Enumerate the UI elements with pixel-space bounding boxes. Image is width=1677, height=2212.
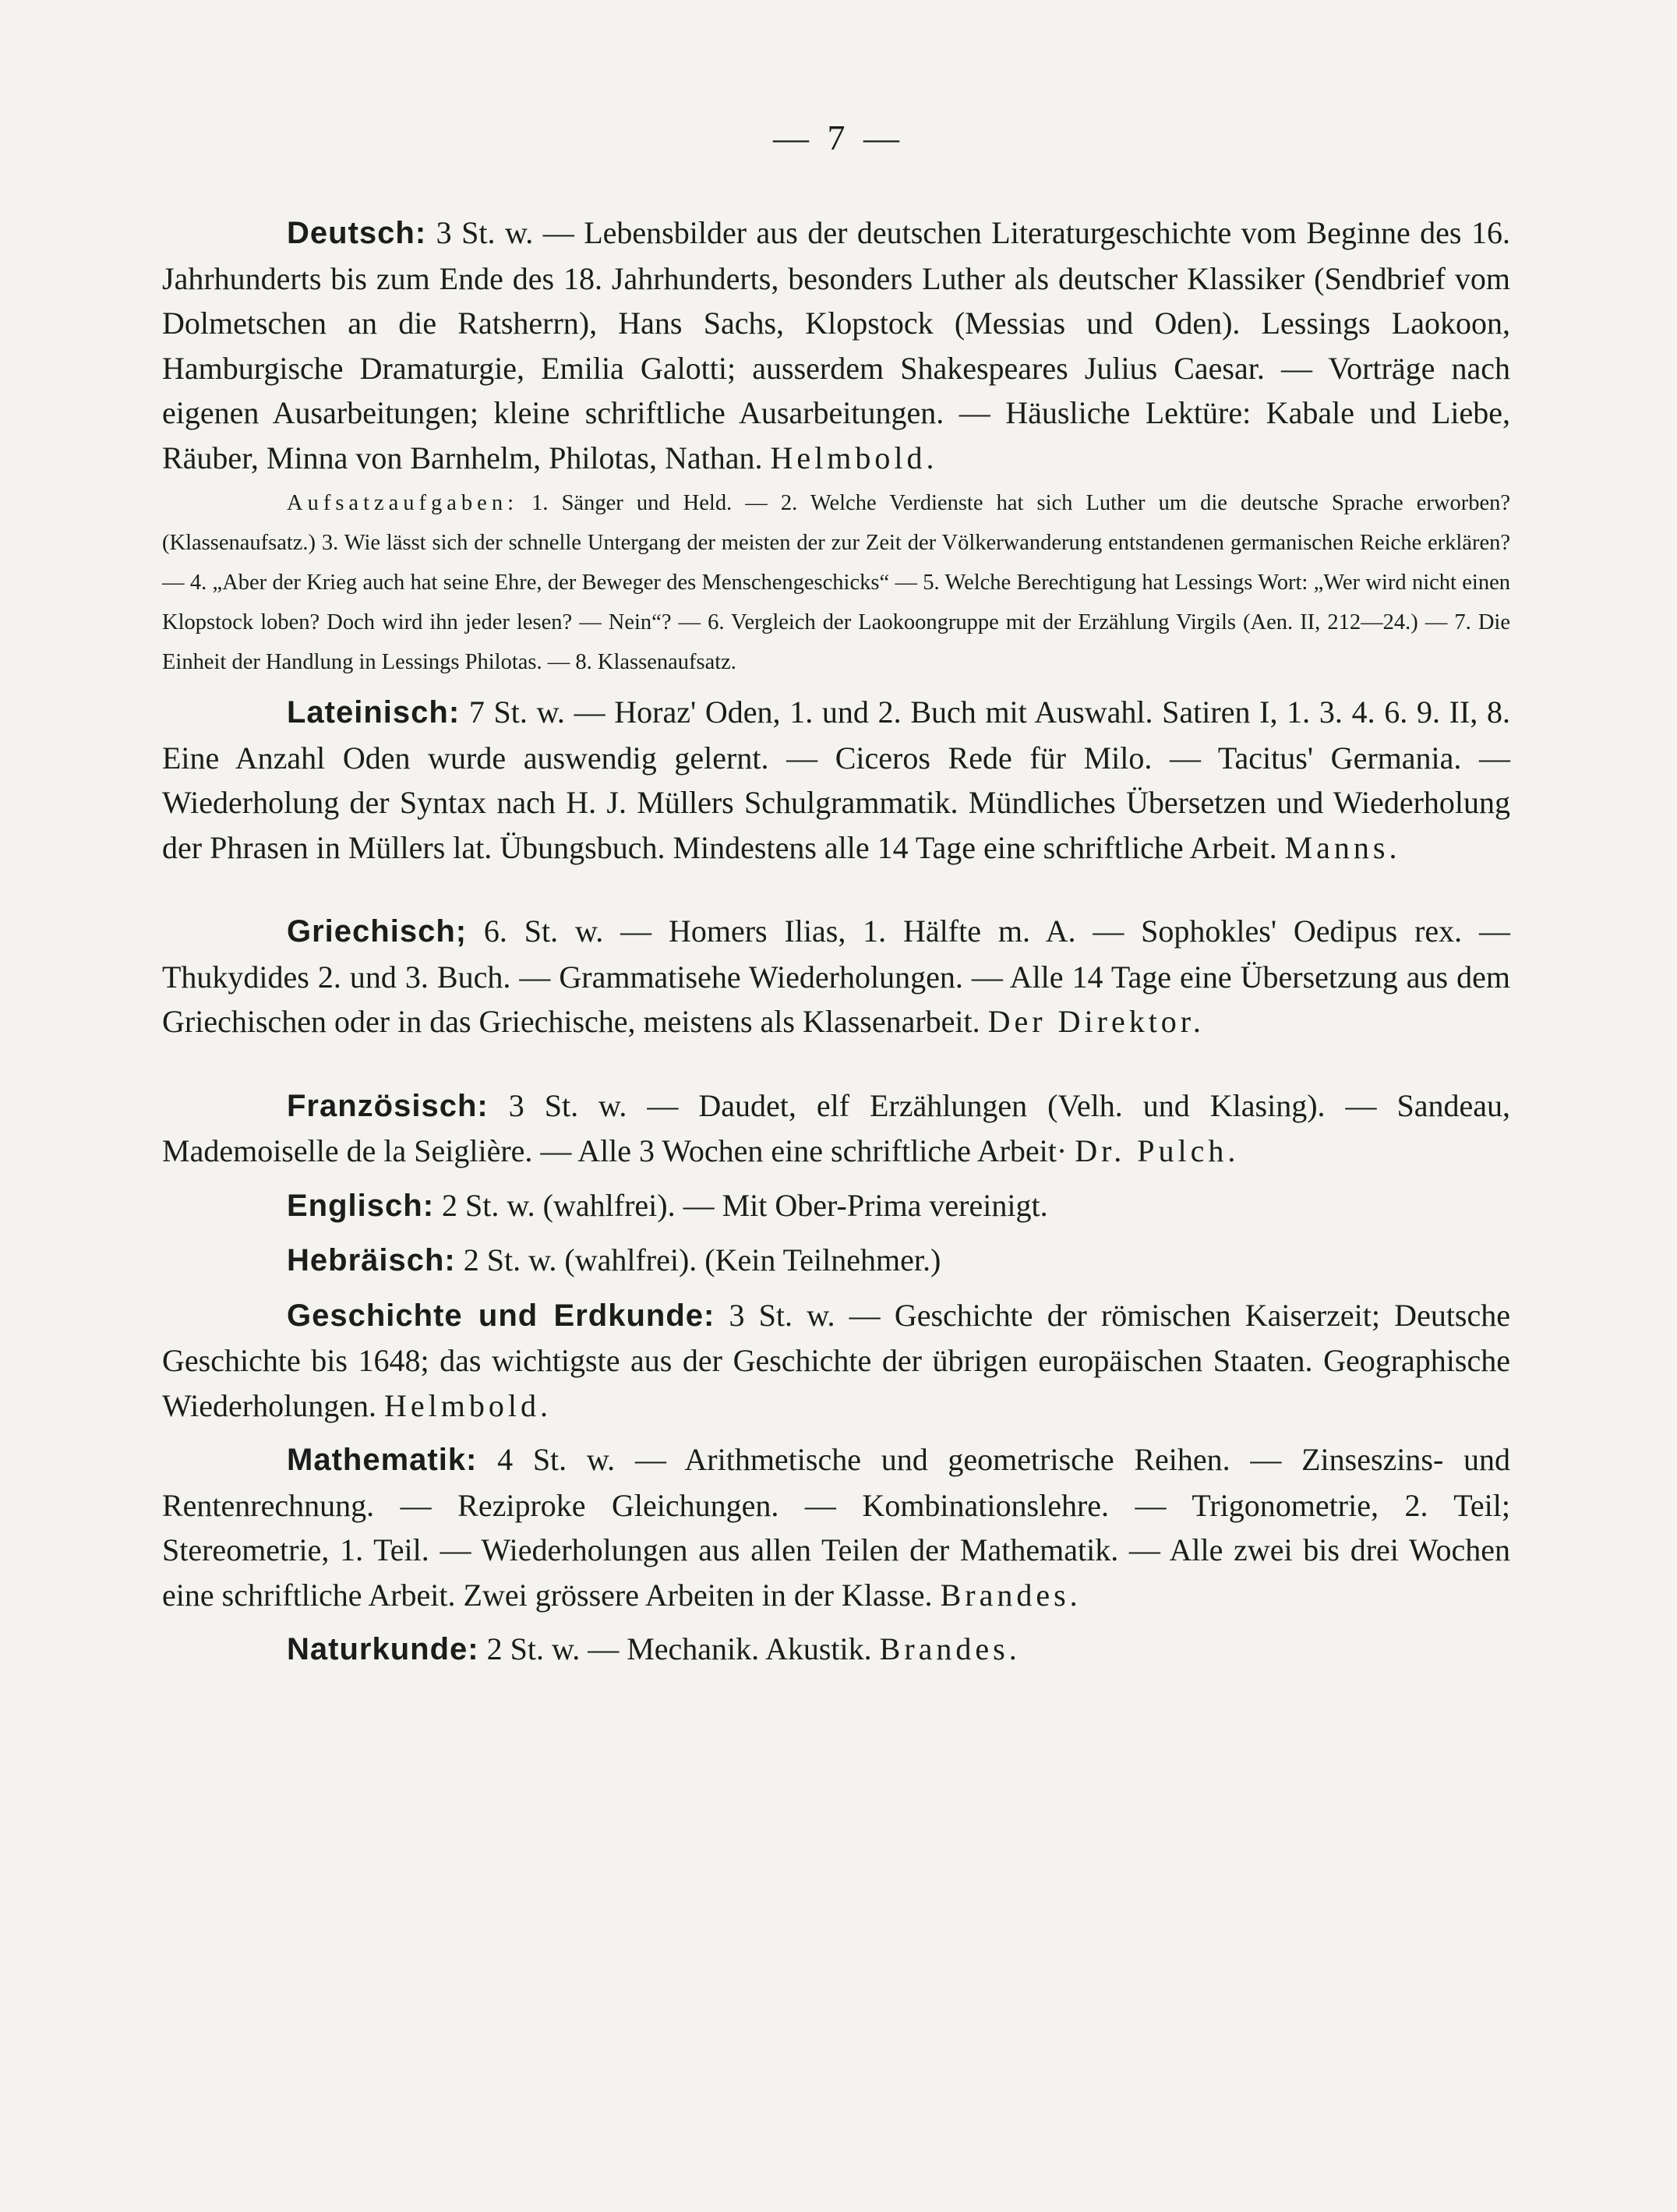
section-mathematik	[162, 1437, 1510, 1617]
teacher-name: Helmbold.	[770, 440, 938, 475]
teacher-name: Brandes.	[879, 1631, 1021, 1666]
essay-topics	[162, 483, 1510, 682]
section-griechisch	[162, 909, 1510, 1044]
section-text: 2 St. w. (wahlfrei). — Mit Ober-Prima vereinigt.	[434, 1187, 1048, 1223]
section-geschichte-erdkunde	[162, 1293, 1510, 1429]
section-text: 3 St. w. — Geschichte der römischen Kaiserzeit; Deutsche Geschichte bis 1648; das wichtigste aus der Geschichte der übrigen europäischen Staaten. Geographische Wiederholungen.	[162, 1297, 1511, 1423]
teacher-name: Helmbold.	[383, 1387, 552, 1423]
section-text: 7 St. w. — Horaz' Oden, 1. und 2. Buch mit Auswahl. Satiren I, 1. 3. 4. 6. 9. II, 8. Eine Anzahl Oden wurde auswendig gelernt. — Ciceros Rede für Milo. — Tacitus' Germania. — Wiederholung der Syntax nach H. J. Müllers Schulgrammatik. Mündliches Übersetzen und Wiederholung der Phrasen in Müllers lat. Übungsbuch. Mindestens alle 14 Tage eine schriftliche Arbeit.	[162, 694, 1510, 865]
subject-heading: Naturkunde:	[287, 1632, 479, 1666]
subject-heading: Geschichte und Erdkunde:	[287, 1298, 715, 1333]
section-text: 3 St. w. — Lebensbilder aus der deutschen Literaturgeschichte vom Beginne des 16. Jahrhunderts bis zum Ende des 18. Jahrhunderts, besonders Luther als deutscher Klassiker (Sendbrief vom Dolmetschen an die Ratsherrn), Hans Sachs, Klopstock (Messias und Oden). Lessings Laokoon, Hamburgische Dramaturgie, Emilia Galotti; ausserdem Shakespeares Julius Caesar. — Vorträge nach eigenen Ausarbeitungen; kleine schriftliche Ausarbeitungen. — Häusliche Lektüre: Kabale und Liebe, Räuber, Minna von Barnhelm, Philotas, Nathan.	[162, 215, 1510, 475]
section-text: 2 St. w. (wahlfrei). (Kein Teilnehmer.)	[455, 1242, 941, 1277]
subject-heading: Mathematik:	[287, 1443, 478, 1477]
subject-heading: Lateinisch:	[287, 695, 461, 730]
subject-heading: Deutsch:	[287, 216, 427, 250]
subject-heading: Englisch:	[287, 1188, 435, 1223]
section-franzoesisch	[162, 1083, 1510, 1174]
section-text: 4 St. w. — Arithmetische und geometrische Reihen. — Zinseszins- und Rentenrechnung. — Reziproke Gleichungen. — Kombinationslehre. — Trigonometrie, 2. Teil; Stereometrie, 1. Teil. — Wiederholungen aus allen Teilen der Mathematik. — Alle zwei bis drei Wochen eine schriftliche Arbeit. Zwei grössere Arbeiten in der Klasse.	[162, 1442, 1510, 1613]
essay-topics-label: Aufsatzaufgaben:	[287, 491, 518, 515]
teacher-name: Dr. Pulch.	[1075, 1133, 1240, 1168]
essay-topics-text: 1. Sänger und Held. — 2. Welche Verdienste hat sich Luther um die deutsche Sprache erworben? (Klassenaufsatz.) 3. Wie lässt sich der schnelle Untergang der meisten der zur Zeit der Völkerwanderung entstandenen germanischen Reiche erklären? — 4. „Aber der Krieg auch hat seine Ehre, der Beweger des Menschengeschicks“ — 5. Welche Berechtigung hat Lessings Wort: „Wer wird nicht einen Klopstock loben? Doch wird ihn jeder lesen? — Nein“? — 6. Vergleich der Laokoongruppe mit der Erzählung Virgils (Aen. II, 212—24.) — 7. Die Einheit der Handlung in Lessings Philotas. — 8. Klassenaufsatz.	[162, 491, 1510, 674]
teacher-name: Manns.	[1284, 829, 1401, 865]
page-number: — 7 —	[773, 118, 904, 157]
section-hebraeisch	[162, 1238, 1510, 1284]
section-naturkunde	[162, 1627, 1510, 1673]
subject-heading: Griechisch;	[287, 914, 468, 949]
section-text: 2 St. w. — Mechanik. Akustik.	[478, 1631, 880, 1666]
teacher-name: Der Direktor.	[987, 1004, 1205, 1039]
teacher-name: Brandes.	[940, 1577, 1082, 1613]
section-deutsch	[162, 210, 1510, 480]
page-body	[162, 210, 1510, 1673]
section-text: 6. St. w. — Homers Ilias, 1. Hälfte m. A. — Sophokles' Oedipus rex. — Thukydides 2. und 3. Buch. — Grammatisehe Wiederholungen. — Alle 14 Tage eine Übersetzung aus dem Griechischen oder in das Griechische, meistens als Klassenarbeit.	[162, 913, 1510, 1039]
subject-heading: Französisch:	[287, 1088, 489, 1123]
section-lateinisch	[162, 690, 1510, 870]
section-englisch	[162, 1183, 1510, 1229]
subject-heading: Hebräisch:	[287, 1243, 456, 1277]
section-text: 3 St. w. — Daudet, elf Erzählungen (Velh. und Klasing). — Sandeau, Mademoiselle de la Seiglière. — Alle 3 Wochen eine schriftliche Arbeit·	[162, 1087, 1510, 1168]
